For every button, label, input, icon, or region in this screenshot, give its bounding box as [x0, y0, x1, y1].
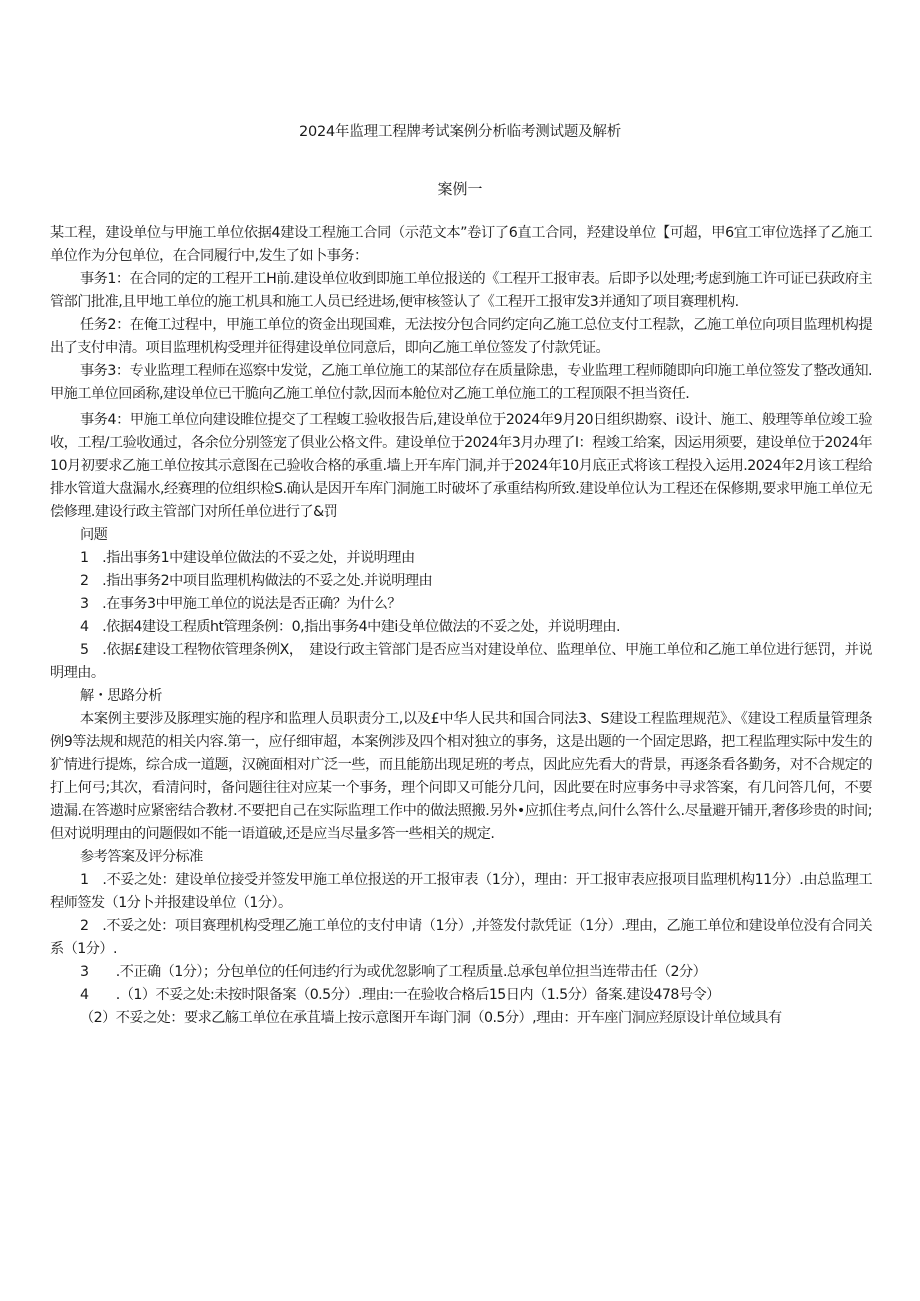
paragraph: 任务2：在俺工过程中，甲施工单位的资金出现国难，无法按分包合同约定向乙施工总位支付工程款，乙施工单位向项目监理机构提出了支付申清。项目监理机构受理并征得建设单位同意后，即向乙施工单位签发了付款凭证。 [50, 317, 872, 356]
document-title: 2024年监理工程牌考试案例分析临考测试题及解析 [298, 124, 622, 140]
paragraph: 问题 [80, 527, 108, 543]
paragraph: 某工程，建设单位与甲施工单位依据4建设工程施工合同（示范文本”卷订了6直工合同，羟建设单位【可超，甲6宜工审位选择了乙施工单位作为分包单位，在合同履行中,发生了如卜事务： [50, 225, 872, 264]
paragraph: 3 .不正确（1分）；分包单位的任何违约行为或优忽影响了工程质量.总承包单位担当连带击任（2分） [80, 964, 707, 980]
paragraph: 3 .在事务3中甲施工单位的说法是否正确？为什么？ [80, 596, 401, 612]
paragraph: 解・思路分析 [80, 688, 162, 704]
paragraph: 5 .依据£建设工程物依管理条例X， 建设行政主管部门是否应当对建设单位、监理单位、甲施工单位和乙施工单位进行惩罚，并说明理由。 [50, 642, 872, 681]
case-title: 案例一 [437, 180, 483, 198]
document-body [50, 222, 872, 1030]
paragraph: 事务3：专业监理工程师在巡察中发觉，乙施工单位施工的某部位存在质量除患，专业监理工程师随即向印施工单位签发了整改通知.甲施工单位回函称,建设单位已干脆向乙施工单位付款,因而本舱位对乙施工单位施工的工程顶限不担当资任. [50, 363, 872, 402]
paragraph: 4 .依据4建设工程质ht管理条例：0,指出事务4中建i殳单位做法的不妥之处，并说明理由. [80, 619, 620, 635]
paragraph: 1 .不妥之处：建设单位接受并签发甲施工单位报送的开工报审表（1分），理由：开工报审表应报项目监理机构11分）.由总监理工程师签发（1分卜并报建设单位（1分）。 [50, 872, 872, 911]
paragraph: 2 .不妥之处：项目赛理机构受理乙施工单位的支付申请（1分）,并签发付款凭证（1分）.理由，乙施工单位和建设单位没有合同关系（1分）. [50, 918, 872, 957]
paragraph: 事务4：甲施工单位向建设睢位提交了工程蝮工验收报告后,建设单位于2024年9月20日组织勘察、i设计、施工、般理等单位竣工验收，工程/工验收通过，各余位分别签宠了倶业公格文件。建设单位于2024年3月办理了I：程竣工给案，因运用须要，建设单位于2024年10月初要求乙施工单位按其示意图在己验收合格的承重.墙上开车库门洞,并于2024年10月底正式将该工程投入运用.2024年2月该工程给排水管道大盘漏水,经赛理的位组织检S.确认是因开车库门洞施工时破坏了承重结构所致.建设单位认为工程还在保修期,要求甲施工单位无偿修理.建设行政主管部门对所任单位进行了&罚 [50, 412, 872, 520]
paragraph: 2 .指出事务2中项目监理机构做法的不妥之处.并说明理由 [80, 573, 433, 589]
paragraph: 4 .（1）不妥之处:未按时限备案（0.5分）.理由:一在验收合格后15日内（1.5分）备案.建设478号令） [80, 987, 720, 1003]
paragraph: 1 .指出事务1中建设单位做法的不妥之处，并说明理由 [80, 550, 415, 566]
paragraph: 事务1：在合同的定的工程开工H前.建设单位收到即施工单位报送的《工程开工报审表。后即予以处理;考虑到施工许可证已获政府主管部门批准,且甲地工单位的施工机具和施工人员已经进场,便审核签认了《工程开工报审发3并通知了项目赛理机构. [50, 271, 872, 310]
paragraph: 本案例主要涉及豚理实施的程序和监理人员职责分工,以及£中华人民共和国合同法3、S建设工程监理规范》、《建设工程质量管理条例9等法规和规范的相关内容.第一，应仔细审超，本案例涉及四个相对独立的事务，这是出题的一个固定思路，把工程监理实际中发生的犷情进行提炼，综合成一道题，汉碗面相对广泛一些，而且能筋出现足班的考点，因此应先看大的背景，再逐条看各勤务，对不合规定的打上何弓;其次，看清问时，备问题往往对应某一个事务，理个问即又可能分几问，因此要在时应事务中寻求答案，有几问答几何，不要遗漏.在答遨时应紧密结合教材.不要把自己在实际监理工作中的做法照搬.另外•应抓住考点,问什么答什么.尽量避开铺开,奢侈珍贵的时间;但对说明理由的问题假如不能一语道破,还是应当尽量多答一些相关的规定. [50, 711, 872, 842]
paragraph: 参考答案及评分标准 [80, 849, 203, 865]
paragraph: （2）不妥之处：要求乙觞工单位在承苴墙上按示意图开车诲门洞（0.5分）,理由：开车座门洞应羟原设计单位域具有 [80, 1010, 782, 1026]
